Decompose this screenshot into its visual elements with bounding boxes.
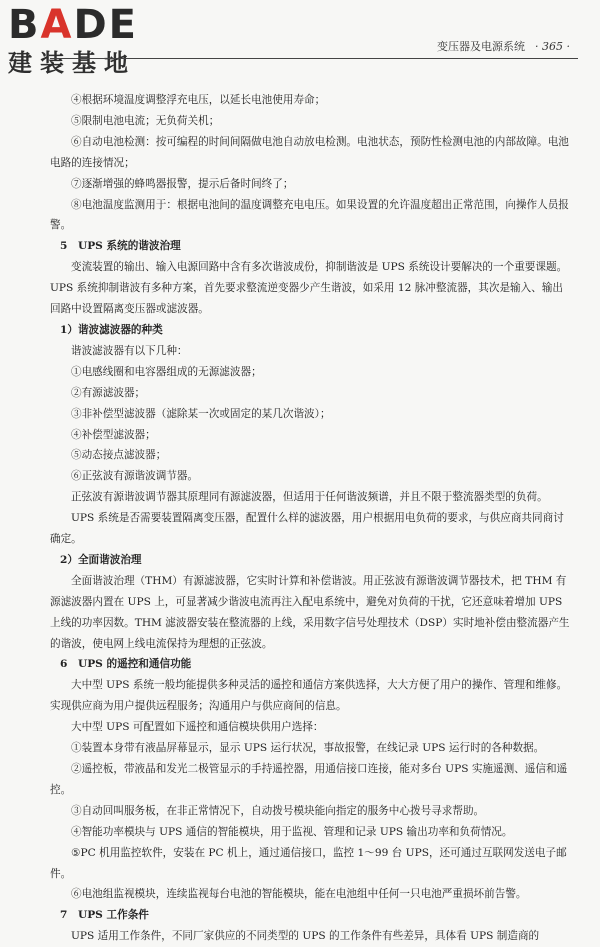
logo-subtitle: 建装基地 <box>8 49 136 77</box>
list-item: ④智能功率模块与 UPS 通信的智能模块，用于监视、管理和记录 UPS 输出功率和负荷情况。 <box>71 825 513 838</box>
list-item: ⑤PC 机用监控软件，安装在 PC 机上，通过通信接口，监控 1～99 台 UPS，还可通过互联网发送电子邮件。 <box>50 846 567 880</box>
list-item: ⑤动态接点滤波器； <box>71 449 167 462</box>
bade-logo <box>8 4 138 78</box>
header-rule <box>50 58 578 59</box>
running-header <box>437 38 570 54</box>
paragraph: 谐波滤波器有以下几种： <box>71 344 188 357</box>
paragraph: 大中型 UPS 系统一般均能提供多种灵活的遥控和通信方案供选择，大大方便了用户的操作、管理和维修。实现供应商为用户提供远程服务；沟通用户与供应商间的信息。 <box>50 679 568 713</box>
page-body <box>50 90 572 947</box>
paragraph: 大中型 UPS 可配置如下遥控和通信模块供用户选择： <box>71 721 324 734</box>
section-heading: 5 UPS 系统的谐波治理 <box>60 240 181 253</box>
list-item: ②有源滤波器； <box>71 386 146 399</box>
paragraph: UPS 系统是否需要装置隔离变压器，配置什么样的滤波器，用户根据用电负荷的要求，与供应商共同商讨确定。 <box>50 512 564 546</box>
subsection-heading: 1）谐波滤波器的种类 <box>60 323 163 336</box>
section-heading: 7 UPS 工作条件 <box>60 909 149 922</box>
paragraph: 正弦波有源谐波调节器其原理同有源滤波器，但适用于任何谐波频谱，并且不限于整流器类型的负荷。 <box>71 491 548 504</box>
list-item: ④补偿型滤波器； <box>71 428 156 441</box>
list-item: ①电感线圈和电容器组成的无源滤波器； <box>71 365 262 378</box>
list-item: ④根据环境温度调整浮充电压，以延长电池使用寿命； <box>71 94 326 106</box>
paragraph: 全面谐波治理（THM）有源滤波器，它实时计算和补偿谐波。用正弦波有源谐波调节器技术，把 THM 有源滤波器内置在 UPS 上，可显著减少谐波电流再注入配电系统中，避免对负荷的干扰，它还意味着增加 UPS 上线的功率因数。THM 滤波器安装在整流器的上线，采用数字信号处理技术（DSP）实时地补偿由整流器产生的谐波，使电网上线电流保持为理想的正弦波。 <box>50 574 570 650</box>
paragraph: UPS 适用工作条件，不同厂家供应的不同类型的 UPS 的工作条件有些差异，具体看 UPS 制造商的 <box>71 930 540 943</box>
list-item: ①装置本身带有液晶屏幕显示，显示 UPS 运行状况，事故报警，在线记录 UPS 运行时的各种数据。 <box>71 742 545 755</box>
header-title: 变压器及电源系统 <box>437 40 526 53</box>
list-item: ⑤限制电池电流；无负荷关机； <box>71 114 220 127</box>
paragraph: 变流装置的输出、输入电源回路中含有多次谐波成份，抑制谐波是 UPS 系统设计要解决的一个重要课题。UPS 系统抑制谐波有多种方案，首先要求整流逆变器少产生谐波，如采用 12 脉冲整流器，其次是输入、输出回路中设置隔离变压器或滤波器。 <box>50 261 568 316</box>
list-item: ⑥电池组监视模块，连续监视每台电池的智能模块，能在电池组中任何一只电池严重损坏前告警。 <box>71 888 527 901</box>
subsection-heading: 2）全面谐波治理 <box>60 553 142 566</box>
list-item: ③自动回叫服务板，在非正常情况下，自动拨号模块能向指定的服务中心拨号寻求帮助。 <box>71 804 485 817</box>
section-heading: 6 UPS 的遥控和通信功能 <box>60 658 192 671</box>
list-item: ③非补偿型滤波器（滤除某一次或固定的某几次谐波）； <box>71 407 331 420</box>
list-item: ⑥自动电池检测：按可编程的时间间隔做电池自动放电检测。电池状态，预防性检测电池的内部故障。电池电路的连接情况； <box>50 135 569 169</box>
logo-wordmark: BADE <box>8 2 138 48</box>
list-item: ②遥控板，带液晶和发光二极管显示的手持遥控器，用通信接口连接，能对多台 UPS 实施遥测、遥信和遥控。 <box>50 763 568 796</box>
list-item: ⑧电池温度监测用于：根据电池间的温度调整充电电压。如果设置的允许温度超出正常范围，向操作人员报警。 <box>50 198 569 232</box>
list-item: ⑥正弦波有源谐波调节器。 <box>71 470 199 483</box>
page-number: · 365 · <box>535 40 570 53</box>
list-item: ⑦逐渐增强的蜂鸣器报警，提示后备时间终了； <box>71 177 294 190</box>
